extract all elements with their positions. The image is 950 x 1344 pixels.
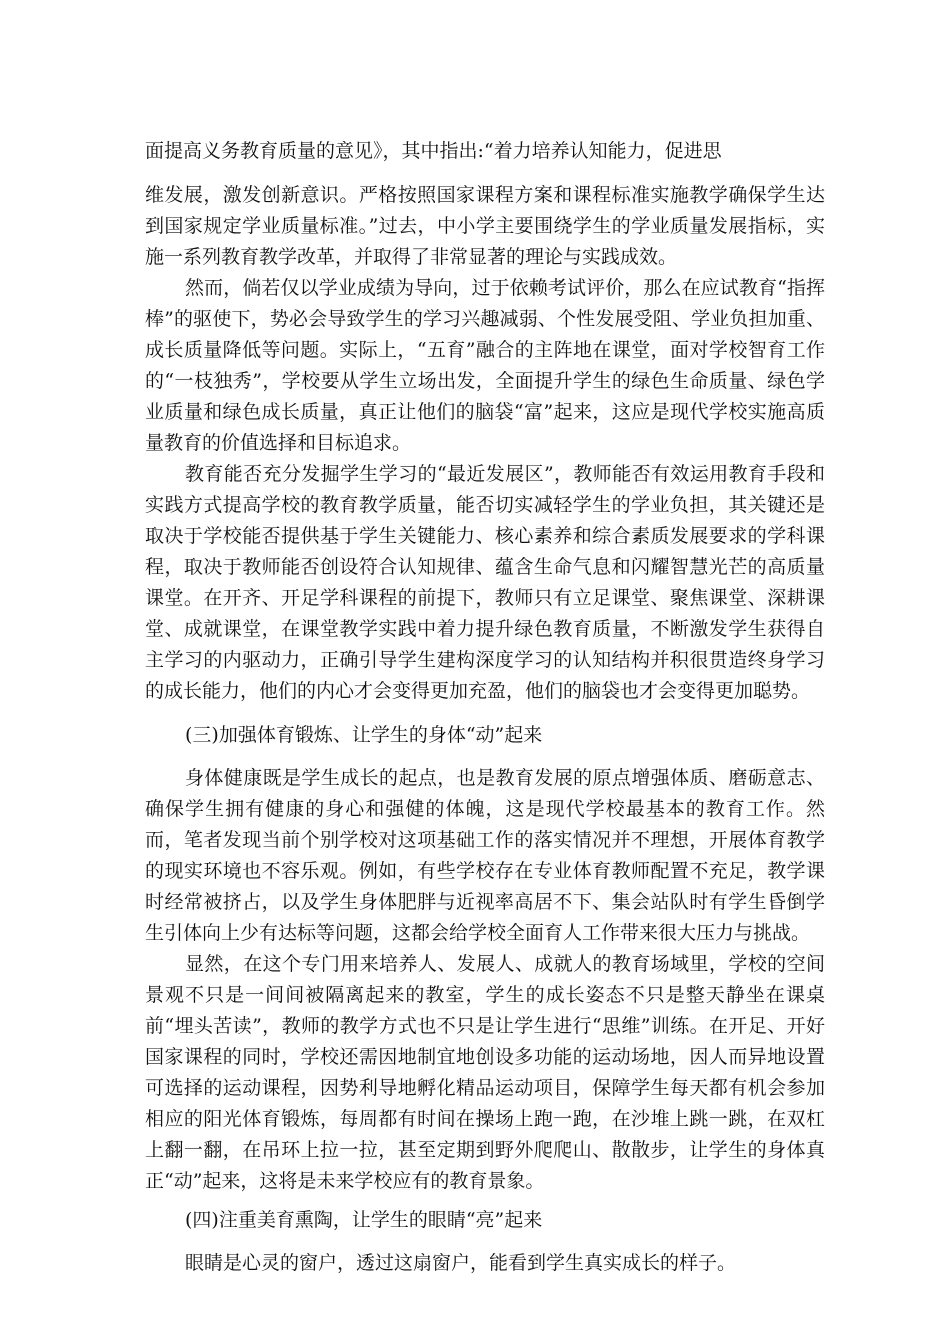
- paragraph-eyes-window: 眼睛是心灵的窗户，透过这扇窗户，能看到学生真实成长的样子。: [185, 1252, 737, 1274]
- paragraph-curriculum-standards: 维发展，激发创新意识。严格按照国家课程方案和课程标准实施教学确保学生达到国家规定学业质量标准。”过去，中小学主要围绕学生的学业质量发展指标，实施一系列教育教学改革，并取得了非常显著的理论与实践成效。: [145, 184, 825, 268]
- paragraph-continued-line: 面提高义务教育质量的意见》，其中指出:“着力培养认知能力，促进思: [145, 140, 722, 162]
- section-heading-aesthetic-education: (四)注重美育熏陶，让学生的眼睛“亮”起来: [185, 1209, 543, 1231]
- paragraph-exam-orientation: 然而，倘若仅以学业成绩为导向，过于依赖考试评价，那么在应试教育“指挥棒”的驱使下，势必会导致学生的学习兴趣减弱、个性发展受阻、学业负担加重、成长质量降低等问题。实际上，“五育”融合的主阵地在课堂，面对学校智育工作的“一枝独秀”，学校要从学生立场出发，全面提升学生的绿色生命质量、绿色学业质量和绿色成长质量，真正让他们的脑袋“富”起来，这应是现代学校实施高质量教育的价值选择和目标追求。: [145, 277, 825, 454]
- document-page: [145, 136, 825, 1279]
- paragraph-physical-health: 身体健康既是学生成长的起点，也是教育发展的原点增强体质、磨砺意志、确保学生拥有健康的身心和强健的体魄，这是现代学校最基本的教育工作。然而，笔者发现当前个别学校对这项基础工作的落实情况并不理想，开展体育教学的现实环境也不容乐观。例如，有些学校存在专业体育教师配置不充足，教学课时经常被挤占，以及学生身体肥胖与近视率高居不下、集会站队时有学生昏倒学生引体向上少有达标等问题，这都会给学校全面育人工作带来很大压力与挑战。: [145, 767, 825, 944]
- paragraph-school-space: 显然，在这个专门用来培养人、发展人、成就人的教育场域里，学校的空间景观不只是一间间被隔离起来的教室，学生的成长姿态不只是整天静坐在课桌前“埋头苦读”，教师的教学方式也不只是让学生进行“思维”训练。在开足、开好国家课程的同时，学校还需因地制宜地创设多功能的运动场地，因人而异地设置可选择的运动课程，因势利导地孵化精品运动项目，保障学生每天都有机会参加相应的阳光体育锻炼，每周都有时间在操场上跑一跑，在沙堆上跳一跳，在双杠上翻一翻，在吊环上拉一拉，甚至定期到野外爬爬山、散散步，让学生的身体真正“动”起来，这将是未来学校应有的教育景象。: [145, 953, 825, 1192]
- paragraph-classroom-quality: 教育能否充分发掘学生学习的“最近发展区”，教师能否有效运用教育手段和实践方式提高学校的教育教学质量，能否切实减轻学生的学业负担，其关键还是取决于学校能否提供基于学生关键能力、核心素养和综合素质发展要求的学科课程，取决于教师能否创设符合认知规律、蕴含生命气息和闪耀智慧光芒的高质量课堂。在开齐、开足学科课程的前提下，教师只有立足课堂、聚焦课堂、深耕课堂、成就课堂，在课堂教学实践中着力提升绿色教育质量，不断激发学生获得自主学习的内驱动力，正确引导学生建构深度学习的认知结构并积很贯造终身学习的成长能力，他们的内心才会变得更加充盈，他们的脑袋也才会变得更加聪势。: [145, 463, 825, 702]
- section-heading-physical-education: (三)加强体育锻炼、让学生的身体“动”起来: [185, 724, 543, 746]
